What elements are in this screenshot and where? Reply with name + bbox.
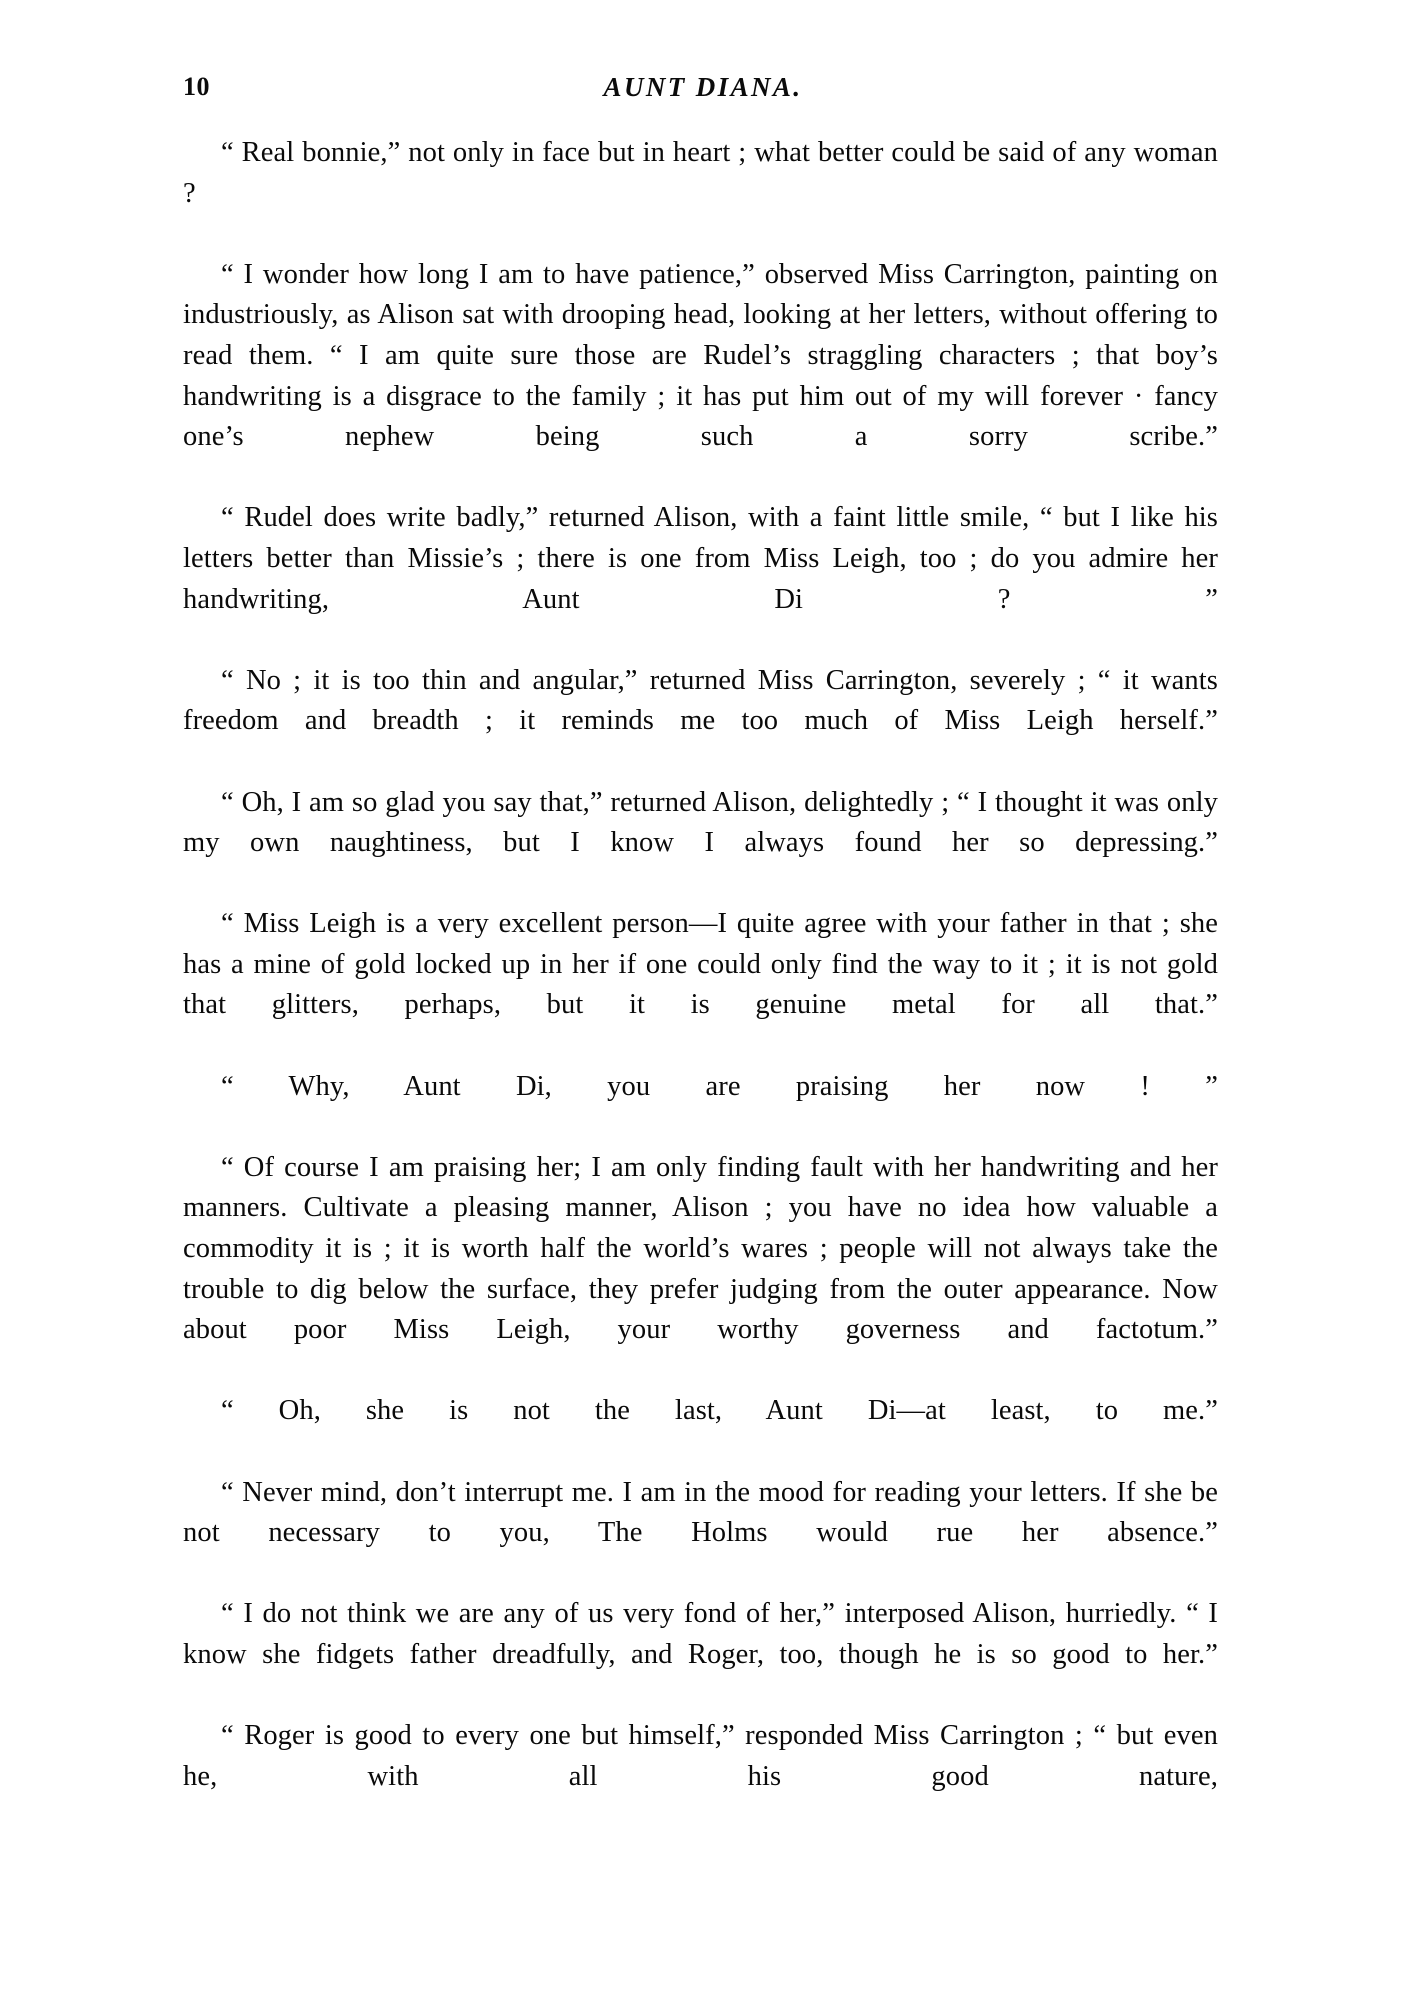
paragraph: “ Real bonnie,” not only in face but in heart ; what better could be said of any woman ? xyxy=(183,137,1218,209)
paragraph: “ I wonder how long I am to have patience,” observed Miss Carrington, painting on industriously, as Alison sat with drooping head, looking at her letters, without offering to read them. “ I am quite sure those are Rudel’s straggling characters ; that boy’s handwriting is a disgrace to the family ; it has put him out of my will forever · fancy one’s nephew being such a sorry scribe.” xyxy=(183,258,1218,453)
paragraph: “ Roger is good to every one but himself,” responded Miss Carrington ; “ but even he, with all his good nature, xyxy=(183,1720,1218,1792)
running-title: AUNT DIANA. xyxy=(603,72,803,102)
paragraph: “ Rudel does write badly,” returned Alison, with a faint little smile, “ but I like his letters better than Missie’s ; there is one from Miss Leigh, too ; do you admire her handwriting, Aunt Di ? ” xyxy=(183,502,1218,615)
paragraph: “ Oh, I am so glad you say that,” returned Alison, delightedly ; “ I thought it was only my own naughtiness, but I know I always found her so depressing.” xyxy=(183,786,1218,859)
page-header xyxy=(183,72,1223,108)
paragraph: “ Of course I am praising her; I am only finding fault with her handwriting and her manners. Cultivate a pleasing manner, Alison ; you have no idea how valuable a commodity it is ; it is worth half the world’s wares ; people will not always take the trouble to dig below the surface, they prefer judging from the outer appearance. Now about poor Miss Leigh, your worthy governess and factotum.” xyxy=(183,1151,1218,1346)
paragraph: “ Why, Aunt Di, you are praising her now ! ” xyxy=(221,1070,1218,1102)
body-text xyxy=(183,133,1218,1838)
paragraph: “ I do not think we are any of us very fond of her,” interposed Alison, hurriedly. “ I know she fidgets father dreadfully, and Roger, too, though he is so good to her.” xyxy=(183,1598,1218,1670)
paragraph: “ Miss Leigh is a very excellent person—I quite agree with your father in that ; she has a mine of gold locked up in her if one could only find the way to it ; it is not gold that glitters, perhaps, but it is genuine metal for all that.” xyxy=(183,908,1218,1021)
paragraph: “ Oh, she is not the last, Aunt Di—at least, to me.” xyxy=(221,1395,1218,1427)
paragraph: “ Never mind, don’t interrupt me. I am in the mood for reading your letters. If she be not necessary to you, The Holms would rue her absence.” xyxy=(183,1476,1218,1549)
page-number: 10 xyxy=(183,72,210,101)
paragraph: “ No ; it is too thin and angular,” returned Miss Carrington, severely ; “ it wants freedom and breadth ; it reminds me too much of Miss Leigh herself.” xyxy=(183,664,1218,737)
